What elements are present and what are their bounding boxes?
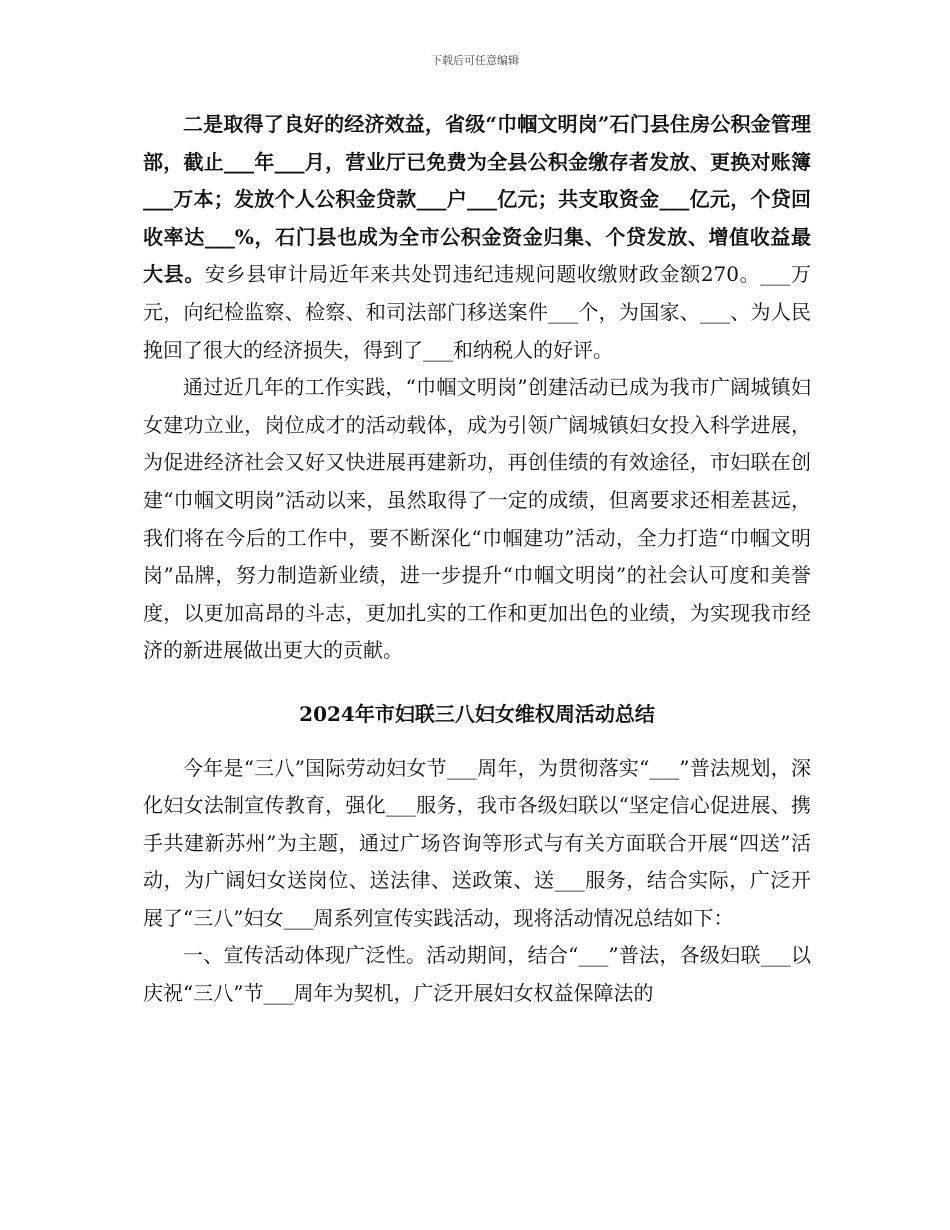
section-title: 2024年市妇联三八妇女维权周活动总结 [299, 701, 655, 726]
bold-text: 二是取得了良好的经济效益，省级“巾帼文明岗”石门县住房公积金管理部，截止___年___月，营业厅已免费为全县公积金缴存者发放、更换对账簿___万本；发放个人公积金贷款___户___亿元；共支取资金___亿元，个贷回收率达___%，石门县也成为全市公积金资金归集、个贷发放、增值收益最大县。 [143, 112, 811, 287]
document-body [143, 106, 811, 1013]
page-header: 下载后可任意编辑 [431, 54, 519, 67]
paragraph-intro: 今年是“三八”国际劳动妇女节___周年，为贯彻落实“___”普法规划，深化妇女法制宣传教育，强化___服务，我市各级妇联以“坚定信心促进展、携手共建新苏州”为主题，通过广场咨询等形式与有关方面联合开展“四送”活动，为广阔妇女送岗位、送法律、送政策、送___服务，结合实际，广泛开展了“三八”妇女___周系列宣传实践活动，现将活动情况总结如下： [143, 755, 811, 930]
paragraph-text: 安乡县审计局近年来共处罚违纪违规问题收缴财政金额270。___万元，向纪检监察、检察、和司法部门移送案件___个，为国家、___、为人民挽回了很大的经济损失，得到了___和纳税人的好评。 [143, 262, 811, 362]
paragraph-summary: 通过近几年的工作实践，“巾帼文明岗”创建活动已成为我市广阔城镇妇女建功立业，岗位成才的活动载体，成为引领广阔城镇妇女投入科学进展，为促进经济社会又好又快进展再建新功，再创佳绩的有效途径，市妇联在创建“巾帼文明岗”活动以来，虽然取得了一定的成绩，但离要求还相差甚远，我们将在今后的工作中，要不断深化“巾帼建功”活动，全力打造“巾帼文明岗”品牌，努力制造新业绩，进一步提升“巾帼文明岗”的社会认可度和美誉度，以更加高昂的斗志，更加扎实的工作和更加出色的业绩，为实现我市经济的新进展做出更大的贡献。 [143, 375, 811, 663]
paragraph-point-one: 一、宣传活动体现广泛性。活动期间，结合“___”普法，各级妇联___以庆祝“三八”节___周年为契机，广泛开展妇女权益保障法的 [143, 943, 811, 1006]
paragraph-economic-benefits [143, 106, 811, 369]
